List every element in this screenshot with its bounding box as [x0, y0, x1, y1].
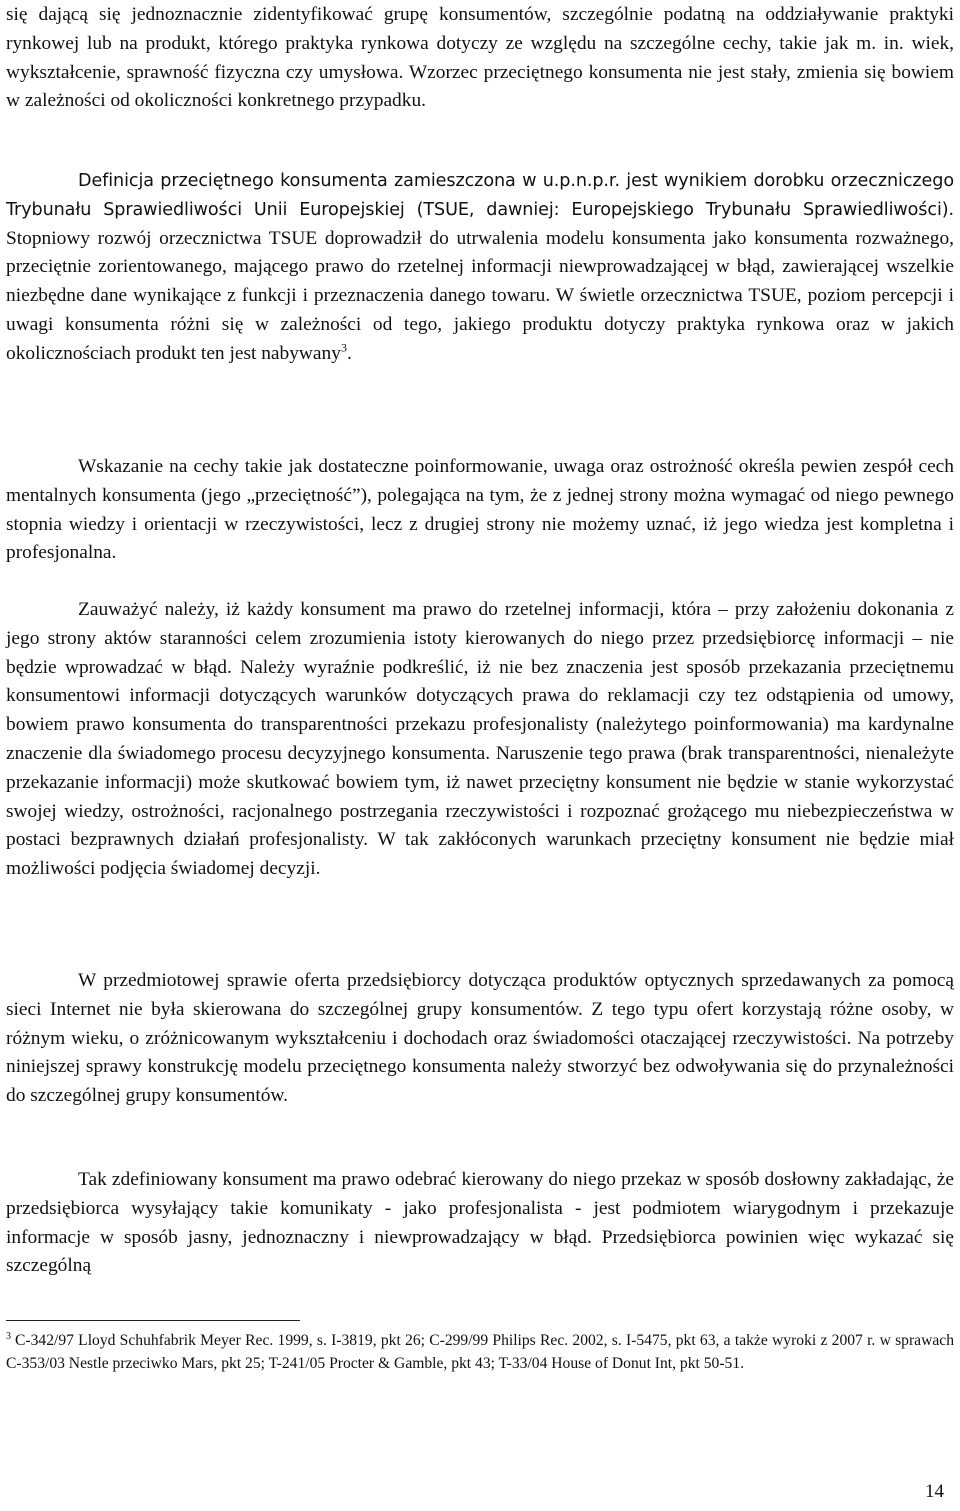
paragraph-2-definition-text: Definicja przeciętnego konsumenta zamieszczona w u.p.n.p.r. jest wynikiem dorobku orzeczniczego Trybunału Sprawiedliwości Unii Europejskiej (TSUE, dawniej: Europejskiego Trybunału Sprawiedliwości).	[6, 171, 954, 220]
footnote	[6, 1330, 954, 1375]
paragraph-4-text: Zauważyć należy, iż każdy konsument ma prawo do rzetelnej informacji, która – przy założeniu dokonania z jego strony aktów staranności celem zrozumienia istoty kierowanych do niego przez przedsiębiorcę informacji – nie będzie wprowadzać w błąd. Należy wyraźnie podkreślić, iż nie bez znaczenia jest sposób przekazania przeciętnemu konsumentowi informacji dotyczących warunków dotyczących prawa do reklamacji czy tez odstąpienia od umowy, bowiem prawo konsumenta do transparentności przekazu profesjonalisty (należytego poinformowania) ma kardynalne znaczenie dla świadomego procesu decyzyjnego konsumenta. Naruszenie tego prawa (brak transparentności, nienależyte przekazanie informacji) może skutkować bowiem tym, iż nawet przeciętny konsument nie będzie w stanie wykorzystać swojej wiedzy, ostrożności, racjonalnego postrzegania rzeczywistości i rozpoznać grożącego mu niebezpieczeństwa w postaci bezprawnych działań profesjonalisty. W tak zakłóconych warunkach przeciętny konsument nie będzie miał możliwości podjęcia świadomej decyzji.	[6, 599, 954, 880]
paragraph-2-end: .	[346, 342, 352, 364]
paragraph-1	[6, 1, 954, 116]
footnote-separator	[6, 1320, 300, 1321]
paragraph-1-text: się dającą się jednoznacznie zidentyfikować grupę konsumentów, szczególnie podatną na oddziaływanie praktyki rynkowej lub na produkt, którego praktyka rynkowa dotyczy ze względu na szczególne cechy, takie jak m. in. wiek, wykształcenie, sprawność fizyczna czy umysłowa. Wzorzec przeciętnego konsumenta nie jest stały, zmienia się bowiem w zależności od okoliczności konkretnego przypadku.	[6, 4, 954, 112]
paragraph-2-text: Stopniowy rozwój orzecznictwa TSUE doprowadził do utrwalenia modelu konsumenta jako konsumenta rozważnego, przeciętnie zorientowanego, mającego prawo do rzetelnej informacji niewprowadzającej w błąd, zawierającej wszelkie niezbędne dane wynikające z funkcji i przeznaczenia danego towaru. W świetle orzecznictwa TSUE, poziom percepcji i uwagi konsumenta różni się w zależności od tego, jakiego produktu dotyczy praktyka rynkowa oraz w jakich okolicznościach produkt ten jest nabywany	[6, 227, 954, 364]
paragraph-5-text: W przedmiotowej sprawie oferta przedsiębiorcy dotycząca produktów optycznych sprzedawanych za pomocą sieci Internet nie była skierowana do szczególnej grupy konsumentów. Z tego typu ofert korzystają różne osoby, w różnym wieku, o zróżnicowanym wykształceniu i dochodach oraz świadomości otaczającej rzeczywistości. Na potrzeby niniejszej sprawy konstrukcję modelu przeciętnego konsumenta należy stworzyć bez odwoływania się do przynależności do szczególnej grupy konsumentów.	[6, 970, 954, 1107]
footnote-mark: 3	[6, 1330, 11, 1342]
paragraph-6	[6, 1166, 954, 1281]
footnote-reference[interactable]: 3	[340, 340, 347, 355]
footnote-text: C-342/97 Lloyd Schuhfabrik Meyer Rec. 1999, s. I-3819, pkt 26; C-299/99 Philips Rec. 2002, s. I-5475, pkt 63, a także wyroki z 2007 r. w sprawach C-353/03 Nestle przeciwko Mars, pkt 25; T-241/05 Procter & Gamble, pkt 43; T-33/04 House of Donut Int, pkt 50-51.	[6, 1332, 954, 1372]
paragraph-6-text: Tak zdefiniowany konsument ma prawo odebrać kierowany do niego przekaz w sposób dosłowny zakładając, że przedsiębiorca wysyłający takie komunikaty - jako profesjonalista - jest podmiotem wiarygodnym i przekazuje informacje w sposób jasny, jednoznaczny i niewprowadzający w błąd. Przedsiębiorca powinien więc wykazać się szczególną	[6, 1169, 954, 1277]
paragraph-3	[6, 453, 954, 568]
document-page	[6, 0, 954, 1511]
paragraph-2	[6, 167, 954, 369]
paragraph-5	[6, 967, 954, 1111]
paragraph-3-text: Wskazanie na cechy takie jak dostateczne poinformowanie, uwaga oraz ostrożność określa pewien zespół cech mentalnych konsumenta (jego „przeciętność”), polegająca na tym, że z jednej strony można wymagać od niego pewnego stopnia wiedzy i orientacji w rzeczywistości, lecz z drugiej strony nie możemy uznać, iż jego wiedza jest kompletna i profesjonalna.	[6, 456, 954, 564]
paragraph-4	[6, 596, 954, 884]
page-number: 14	[925, 1481, 944, 1502]
